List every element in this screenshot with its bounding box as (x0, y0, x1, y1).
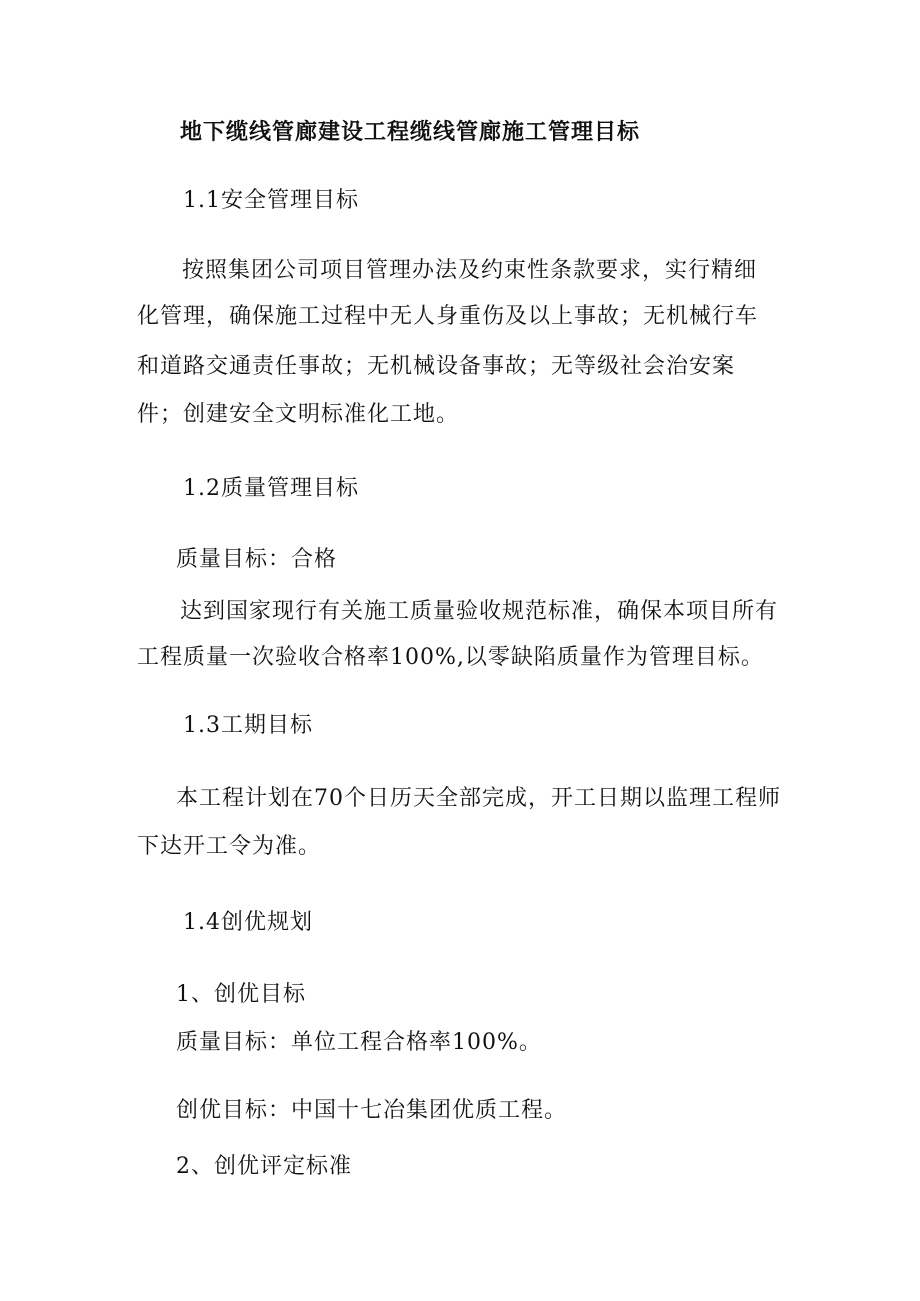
paragraph-line: 件；创建安全文明标准化工地。 (137, 402, 460, 427)
paragraph-line: 下达开工令为准。 (137, 834, 322, 859)
section-heading-excellence: 1.4创优规划 (183, 910, 313, 935)
paragraph-line: 按照集团公司项目管理办法及约束性条款要求，实行精细 (182, 258, 758, 283)
section-heading-quality: 1.2质量管理目标 (183, 476, 359, 501)
paragraph-line: 和道路交通责任事故；无机械设备事故；无等级社会治安案 (137, 354, 736, 379)
section-heading-safety: 1.1安全管理目标 (183, 188, 359, 213)
paragraph-line: 达到国家现行有关施工质量验收规范标准，确保本项目所有 (180, 599, 779, 624)
paragraph-line: 工程质量一次验收合格率100%,以零缺陷质量作为管理目标。 (137, 645, 764, 670)
paragraph-line: 化管理，确保施工过程中无人身重伤及以上事故；无机械行车 (137, 304, 759, 329)
paragraph-line: 本工程计划在70个日历天全部完成，开工日期以监理工程师 (176, 786, 781, 811)
paragraph-line: 质量目标：合格 (176, 547, 338, 572)
paragraph-line: 创优目标：中国十七冶集团优质工程。 (176, 1098, 568, 1123)
list-item: 1、创优目标 (176, 982, 306, 1007)
section-heading-schedule: 1.3工期目标 (183, 713, 313, 738)
document-title: 地下缆线管廊建设工程缆线管廊施工管理目标 (180, 120, 641, 145)
list-item: 2、创优评定标准 (176, 1154, 352, 1179)
paragraph-line: 质量目标：单位工程合格率100%。 (176, 1030, 542, 1055)
